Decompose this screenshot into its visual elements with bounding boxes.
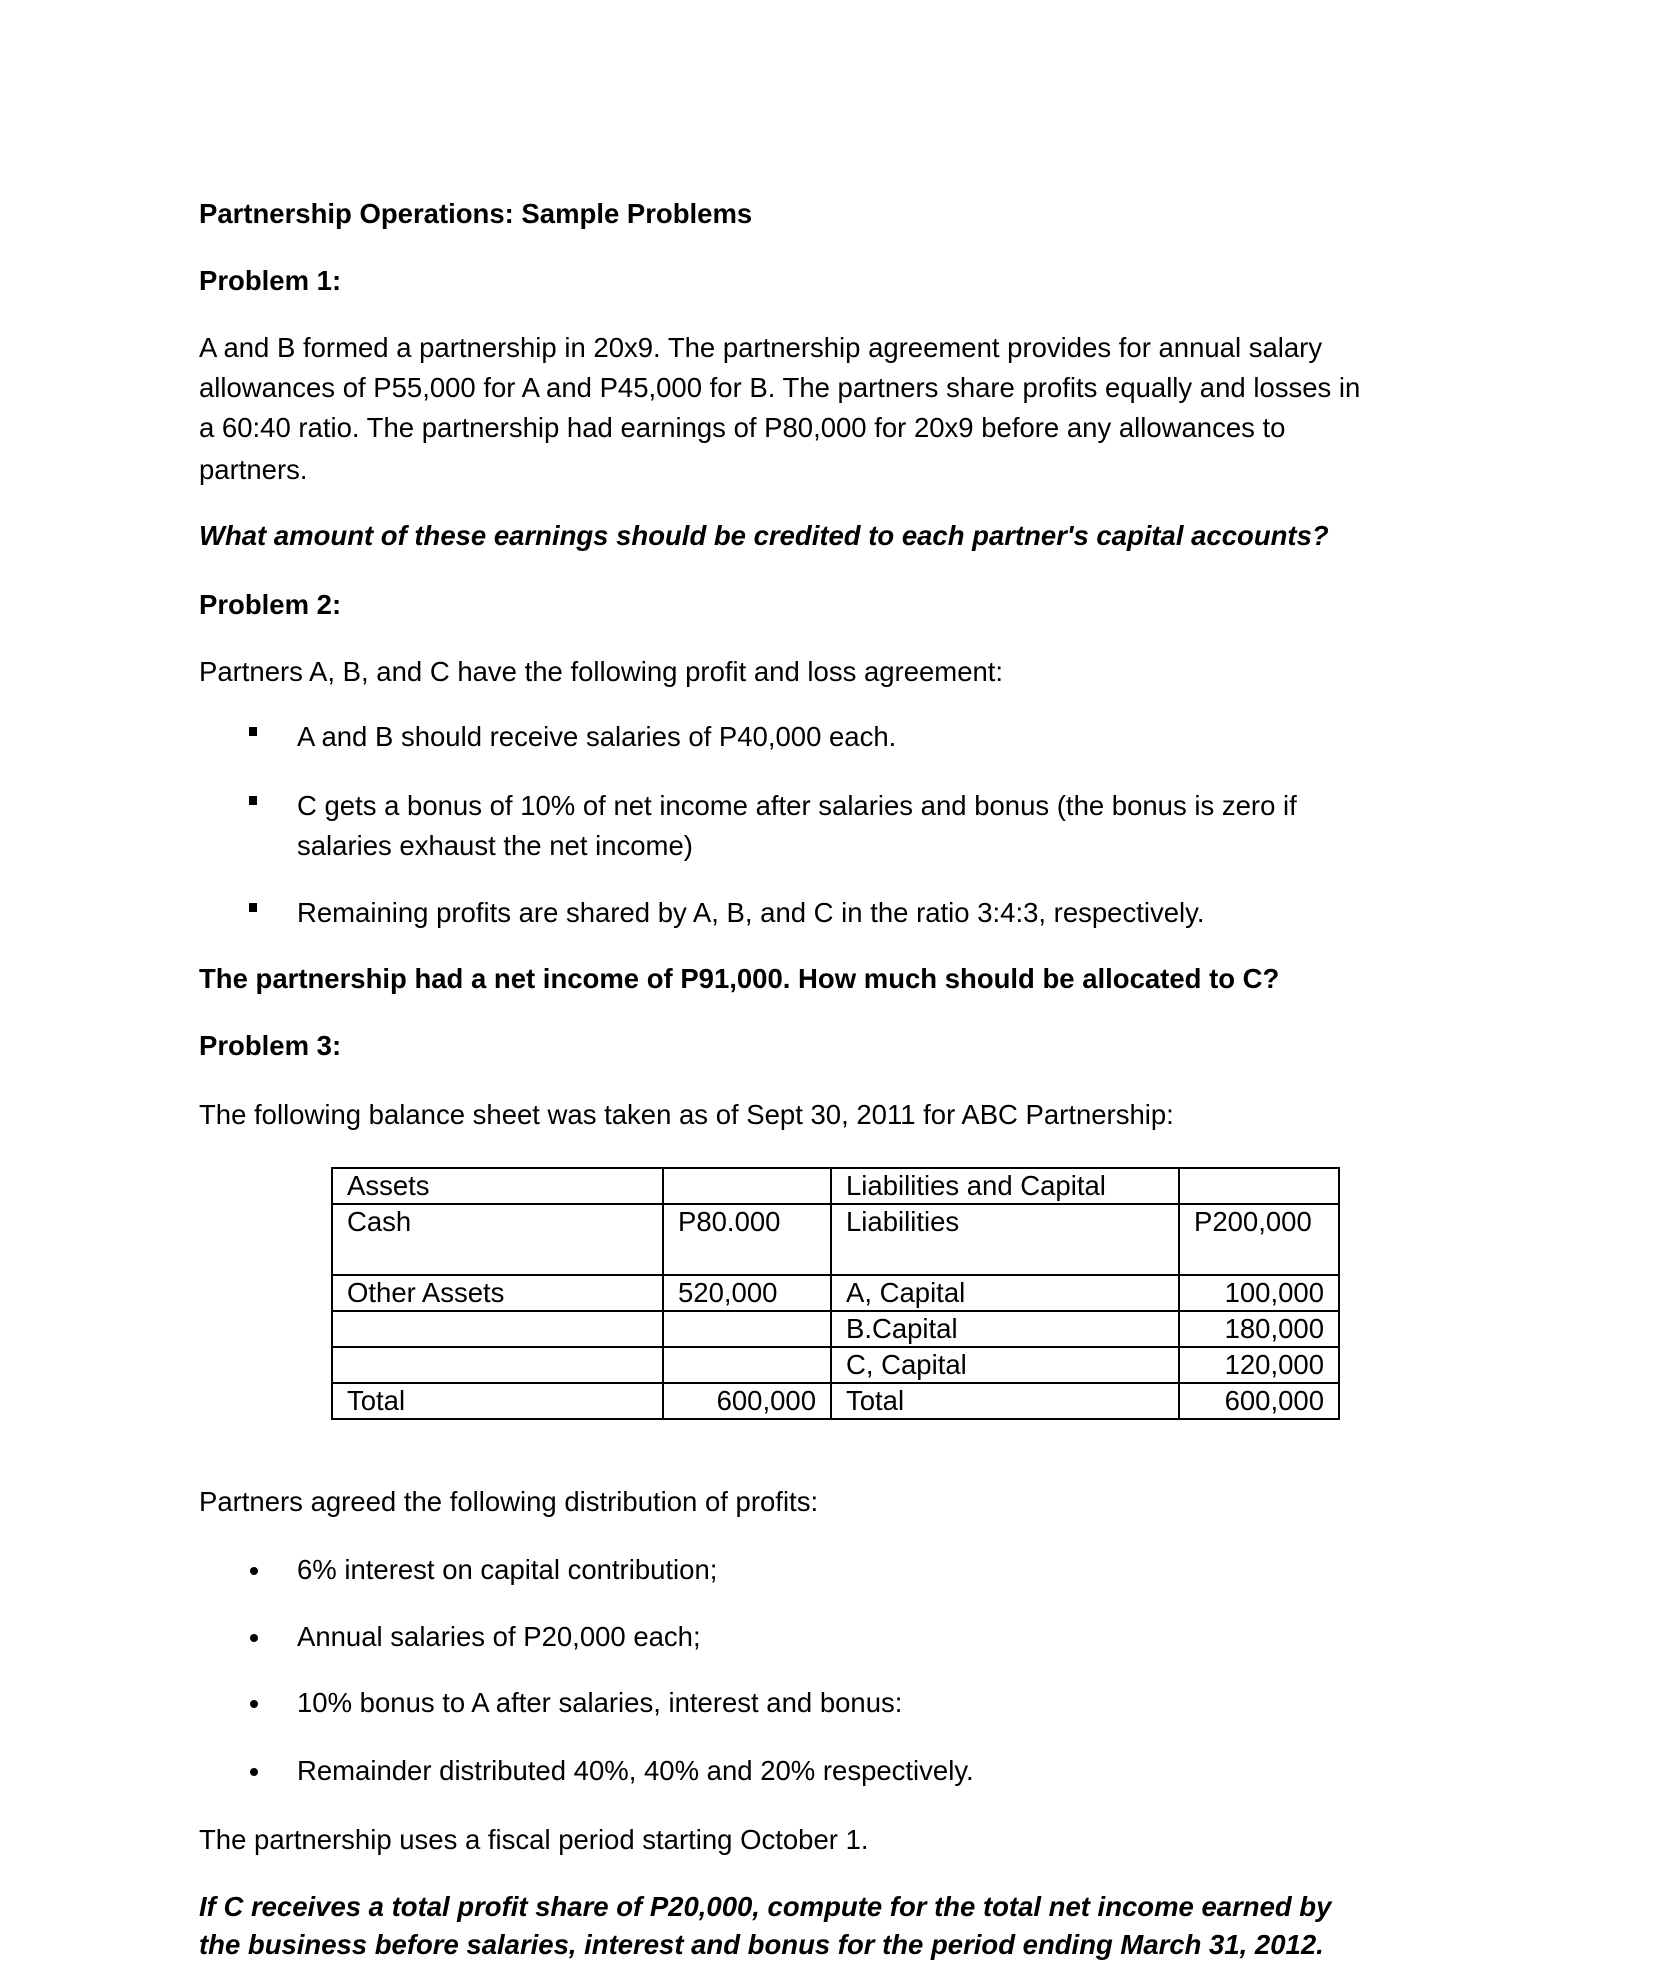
problem1-heading: Problem 1: <box>199 265 342 296</box>
table-cell: Cash <box>332 1204 663 1275</box>
square-bullet-icon <box>249 903 257 912</box>
document-title: Partnership Operations: Sample Problems <box>199 198 753 229</box>
table-cell <box>663 1311 831 1347</box>
table-cell: 520,000 <box>663 1275 831 1311</box>
table-cell <box>1179 1168 1339 1204</box>
distribution-bullet: Remainder distributed 40%, 40% and 20% respectively. <box>297 1755 974 1786</box>
distribution-bullet: 6% interest on capital contribution; <box>297 1554 718 1585</box>
square-bullet-icon <box>249 796 257 805</box>
table-row <box>332 1347 1339 1383</box>
problem1-text-line: A and B formed a partnership in 20x9. The partnership agreement provides for annual salary <box>199 332 1323 363</box>
square-bullet-icon <box>249 727 257 736</box>
bullet-icon <box>250 1634 258 1642</box>
problem2-bullet: Remaining profits are shared by A, B, and C in the ratio 3:4:3, respectively. <box>297 897 1205 928</box>
table-cell: P80.000 <box>663 1204 831 1275</box>
table-cell <box>663 1168 831 1204</box>
table-row <box>332 1168 1339 1204</box>
problem2-intro: Partners A, B, and C have the following profit and loss agreement: <box>199 656 1004 687</box>
table-row <box>332 1275 1339 1311</box>
problem3-question: If C receives a total profit share of P20,000, compute for the total net income earned by <box>199 1891 1332 1922</box>
problem1-text-line: partners. <box>199 454 308 485</box>
table-cell: C, Capital <box>831 1347 1179 1383</box>
table-row <box>332 1204 1339 1275</box>
fiscal-period-text: The partnership uses a fiscal period starting October 1. <box>199 1824 869 1855</box>
table-cell: Total <box>332 1383 663 1419</box>
table-row <box>332 1311 1339 1347</box>
problem3-heading: Problem 3: <box>199 1030 342 1061</box>
distribution-bullet: Annual salaries of P20,000 each; <box>297 1621 701 1652</box>
table-cell: 100,000 <box>1179 1275 1339 1311</box>
problem2-question: The partnership had a net income of P91,000. How much should be allocated to C? <box>199 963 1280 994</box>
problem3-intro: The following balance sheet was taken as of Sept 30, 2011 for ABC Partnership: <box>199 1099 1174 1130</box>
table-cell: Liabilities <box>831 1204 1179 1275</box>
table-cell: 600,000 <box>1179 1383 1339 1419</box>
table-cell: Other Assets <box>332 1275 663 1311</box>
problem2-bullet-cont: salaries exhaust the net income) <box>297 830 693 861</box>
problem2-bullet: C gets a bonus of 10% of net income after salaries and bonus (the bonus is zero if <box>297 790 1297 821</box>
balance-sheet-table <box>331 1167 1340 1420</box>
problem2-heading: Problem 2: <box>199 589 342 620</box>
bullet-icon <box>250 1700 258 1708</box>
table-cell <box>663 1347 831 1383</box>
table-cell: B.Capital <box>831 1311 1179 1347</box>
distribution-bullet: 10% bonus to A after salaries, interest and bonus: <box>297 1687 903 1718</box>
table-cell: Total <box>831 1383 1179 1419</box>
distribution-intro: Partners agreed the following distribution of profits: <box>199 1486 819 1517</box>
table-cell: A, Capital <box>831 1275 1179 1311</box>
bullet-icon <box>250 1768 258 1776</box>
table-cell: 180,000 <box>1179 1311 1339 1347</box>
table-cell: Assets <box>332 1168 663 1204</box>
table-cell: P200,000 <box>1179 1204 1339 1275</box>
problem1-text-line: allowances of P55,000 for A and P45,000 for B. The partners share profits equally and losses in <box>199 372 1361 403</box>
problem3-question: the business before salaries, interest and bonus for the period ending March 31, 2012. <box>199 1929 1324 1960</box>
table-cell: 120,000 <box>1179 1347 1339 1383</box>
table-cell: 600,000 <box>663 1383 831 1419</box>
table-row <box>332 1383 1339 1419</box>
table-cell <box>332 1311 663 1347</box>
problem1-question: What amount of these earnings should be credited to each partner's capital accounts? <box>199 520 1329 551</box>
bullet-icon <box>250 1567 258 1575</box>
table-cell <box>332 1347 663 1383</box>
problem2-bullet: A and B should receive salaries of P40,000 each. <box>297 721 897 752</box>
table-cell: Liabilities and Capital <box>831 1168 1179 1204</box>
problem1-text-line: a 60:40 ratio. The partnership had earnings of P80,000 for 20x9 before any allowances to <box>199 412 1286 443</box>
